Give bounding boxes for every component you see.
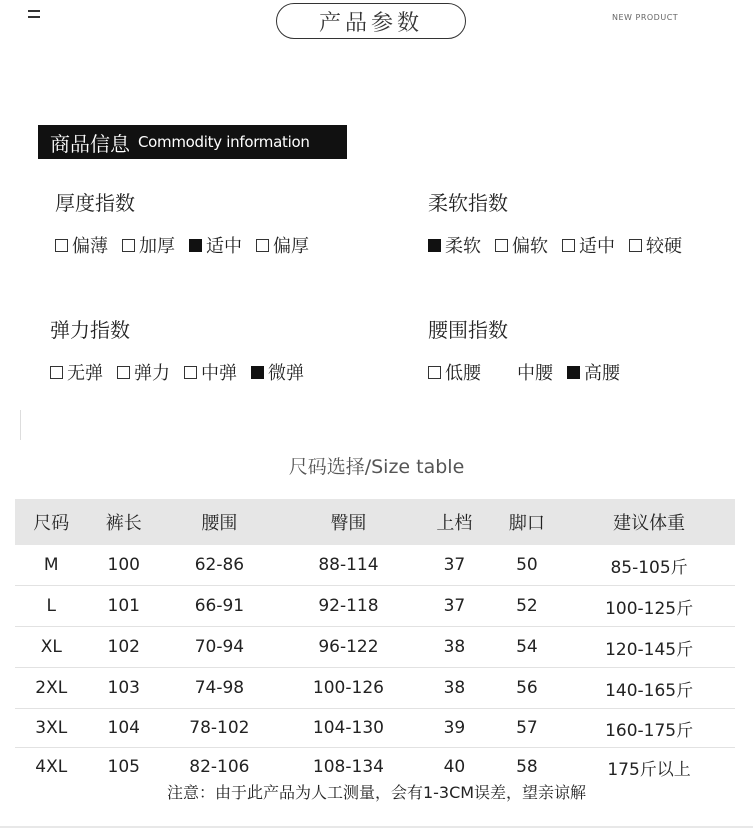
table-cell: 140-165斤 <box>563 668 735 709</box>
table-cell: 103 <box>88 668 161 709</box>
thickness-option[interactable] <box>189 232 242 258</box>
table-cell: 70-94 <box>160 627 279 668</box>
checkbox-icon <box>562 239 575 252</box>
column-header: 上档 <box>418 499 491 545</box>
table-cell: 120-145斤 <box>563 627 735 668</box>
table-cell: 100-126 <box>279 668 418 709</box>
table-cell: 37 <box>418 586 491 627</box>
table-cell: 104-130 <box>279 709 418 748</box>
table-cell: 52 <box>491 586 564 627</box>
checkbox-icon <box>256 239 269 252</box>
table-cell: 39 <box>418 709 491 748</box>
table-cell: XL <box>15 627 88 668</box>
thickness-option[interactable] <box>256 232 309 258</box>
thickness-option[interactable] <box>55 232 108 258</box>
thickness-options <box>55 232 323 258</box>
option-label: 加厚 <box>139 236 175 257</box>
menu-icon[interactable] <box>28 10 40 20</box>
table-cell: 175斤以上 <box>607 759 691 780</box>
commodity-info-banner <box>38 125 347 159</box>
option-label: 偏厚 <box>273 236 309 257</box>
table-header-row <box>15 499 735 545</box>
waist-options <box>428 359 634 385</box>
option-label: 偏薄 <box>72 236 108 257</box>
option-label: 柔软 <box>445 236 481 257</box>
checkbox-icon <box>567 366 580 379</box>
table-cell: 56 <box>491 668 564 709</box>
table-cell: 40 <box>443 757 466 777</box>
option-label: 适中 <box>579 236 615 257</box>
option-label: 无弹 <box>67 363 103 384</box>
table-cell: 58 <box>516 757 538 777</box>
column-header: 脚口 <box>491 499 564 545</box>
table-cell: 50 <box>491 545 564 586</box>
table-cell: 2XL <box>15 668 88 709</box>
measurement-note: 注意：由于此产品为人工测量，会有1-3CM误差，望亲谅解 <box>166 783 587 802</box>
banner-en-label: Commodity information <box>138 133 310 151</box>
softness-option[interactable] <box>562 232 615 258</box>
table-cell: 105 <box>107 757 140 777</box>
column-header: 腰围 <box>160 499 279 545</box>
checkbox-icon <box>50 366 63 379</box>
new-product-tag: NEW PRODUCT <box>612 13 679 22</box>
table-cell: 38 <box>418 627 491 668</box>
softness-option[interactable] <box>495 232 548 258</box>
softness-option[interactable] <box>428 232 481 258</box>
table-cell: 92-118 <box>279 586 418 627</box>
elasticity-options <box>50 359 318 385</box>
table-row <box>15 709 735 748</box>
table-cell: 37 <box>418 545 491 586</box>
option-label: 中腰 <box>517 363 553 384</box>
option-label: 微弹 <box>268 363 304 384</box>
table-cell: 100-125斤 <box>563 586 735 627</box>
softness-options <box>428 232 696 258</box>
thickness-option[interactable] <box>122 232 175 258</box>
table-cell: 82-106 <box>189 757 250 777</box>
size-table <box>15 499 735 786</box>
table-cell: 66-91 <box>160 586 279 627</box>
checkbox-icon <box>495 239 508 252</box>
table-cell: 101 <box>88 586 161 627</box>
elasticity-index-title: 弹力指数 <box>50 318 130 342</box>
table-cell: 108-134 <box>312 757 384 777</box>
table-cell: 100 <box>88 545 161 586</box>
table-cell: 74-98 <box>160 668 279 709</box>
waist-option[interactable] <box>517 359 553 385</box>
page-title <box>276 3 466 39</box>
waist-option[interactable] <box>567 359 620 385</box>
waist-index-title: 腰围指数 <box>428 318 508 342</box>
page-title-text: 产品参数 <box>318 10 423 36</box>
column-header: 建议体重 <box>563 499 735 545</box>
table-cell: 3XL <box>15 709 88 748</box>
thickness-index-title: 厚度指数 <box>55 191 135 215</box>
checkbox-icon <box>117 366 130 379</box>
checkbox-icon <box>189 239 202 252</box>
divider <box>0 826 753 828</box>
option-label: 低腰 <box>445 363 481 384</box>
table-cell: 62-86 <box>160 545 279 586</box>
table-row <box>15 545 735 586</box>
elasticity-option[interactable] <box>117 359 170 385</box>
softness-option[interactable] <box>629 232 682 258</box>
elasticity-option[interactable] <box>184 359 237 385</box>
option-label: 中弹 <box>201 363 237 384</box>
table-cell: L <box>15 586 88 627</box>
elasticity-option[interactable] <box>50 359 103 385</box>
divider <box>20 410 21 440</box>
checkbox-icon <box>428 239 441 252</box>
table-cell: 104 <box>88 709 161 748</box>
option-label: 弹力 <box>134 363 170 384</box>
column-header: 裤长 <box>88 499 161 545</box>
checkbox-icon <box>629 239 642 252</box>
waist-option[interactable] <box>428 359 481 385</box>
table-cell: 160-175斤 <box>563 709 735 748</box>
column-header: 臀围 <box>279 499 418 545</box>
option-label: 适中 <box>206 236 242 257</box>
checkbox-icon <box>428 366 441 379</box>
table-cell: 4XL <box>35 757 68 777</box>
table-cell: M <box>15 545 88 586</box>
table-row <box>15 668 735 709</box>
table-cell: 38 <box>418 668 491 709</box>
elasticity-option[interactable] <box>251 359 304 385</box>
table-cell: 78-102 <box>160 709 279 748</box>
checkbox-icon <box>122 239 135 252</box>
banner-zh-label: 商品信息 <box>50 131 130 156</box>
checkbox-icon <box>251 366 264 379</box>
table-cell: 102 <box>88 627 161 668</box>
checkbox-icon <box>55 239 68 252</box>
checkbox-icon <box>184 366 197 379</box>
table-row <box>15 586 735 627</box>
table-cell: 85-105斤 <box>563 545 735 586</box>
option-label: 较硬 <box>646 236 682 257</box>
table-cell: 88-114 <box>279 545 418 586</box>
table-cell: 96-122 <box>279 627 418 668</box>
table-row <box>15 627 735 668</box>
softness-index-title: 柔软指数 <box>428 191 508 215</box>
option-label: 高腰 <box>584 363 620 384</box>
option-label: 偏软 <box>512 236 548 257</box>
table-cell: 54 <box>491 627 564 668</box>
column-header: 尺码 <box>15 499 88 545</box>
size-table-title: 尺码选择/Size table <box>288 456 465 478</box>
table-cell: 57 <box>491 709 564 748</box>
